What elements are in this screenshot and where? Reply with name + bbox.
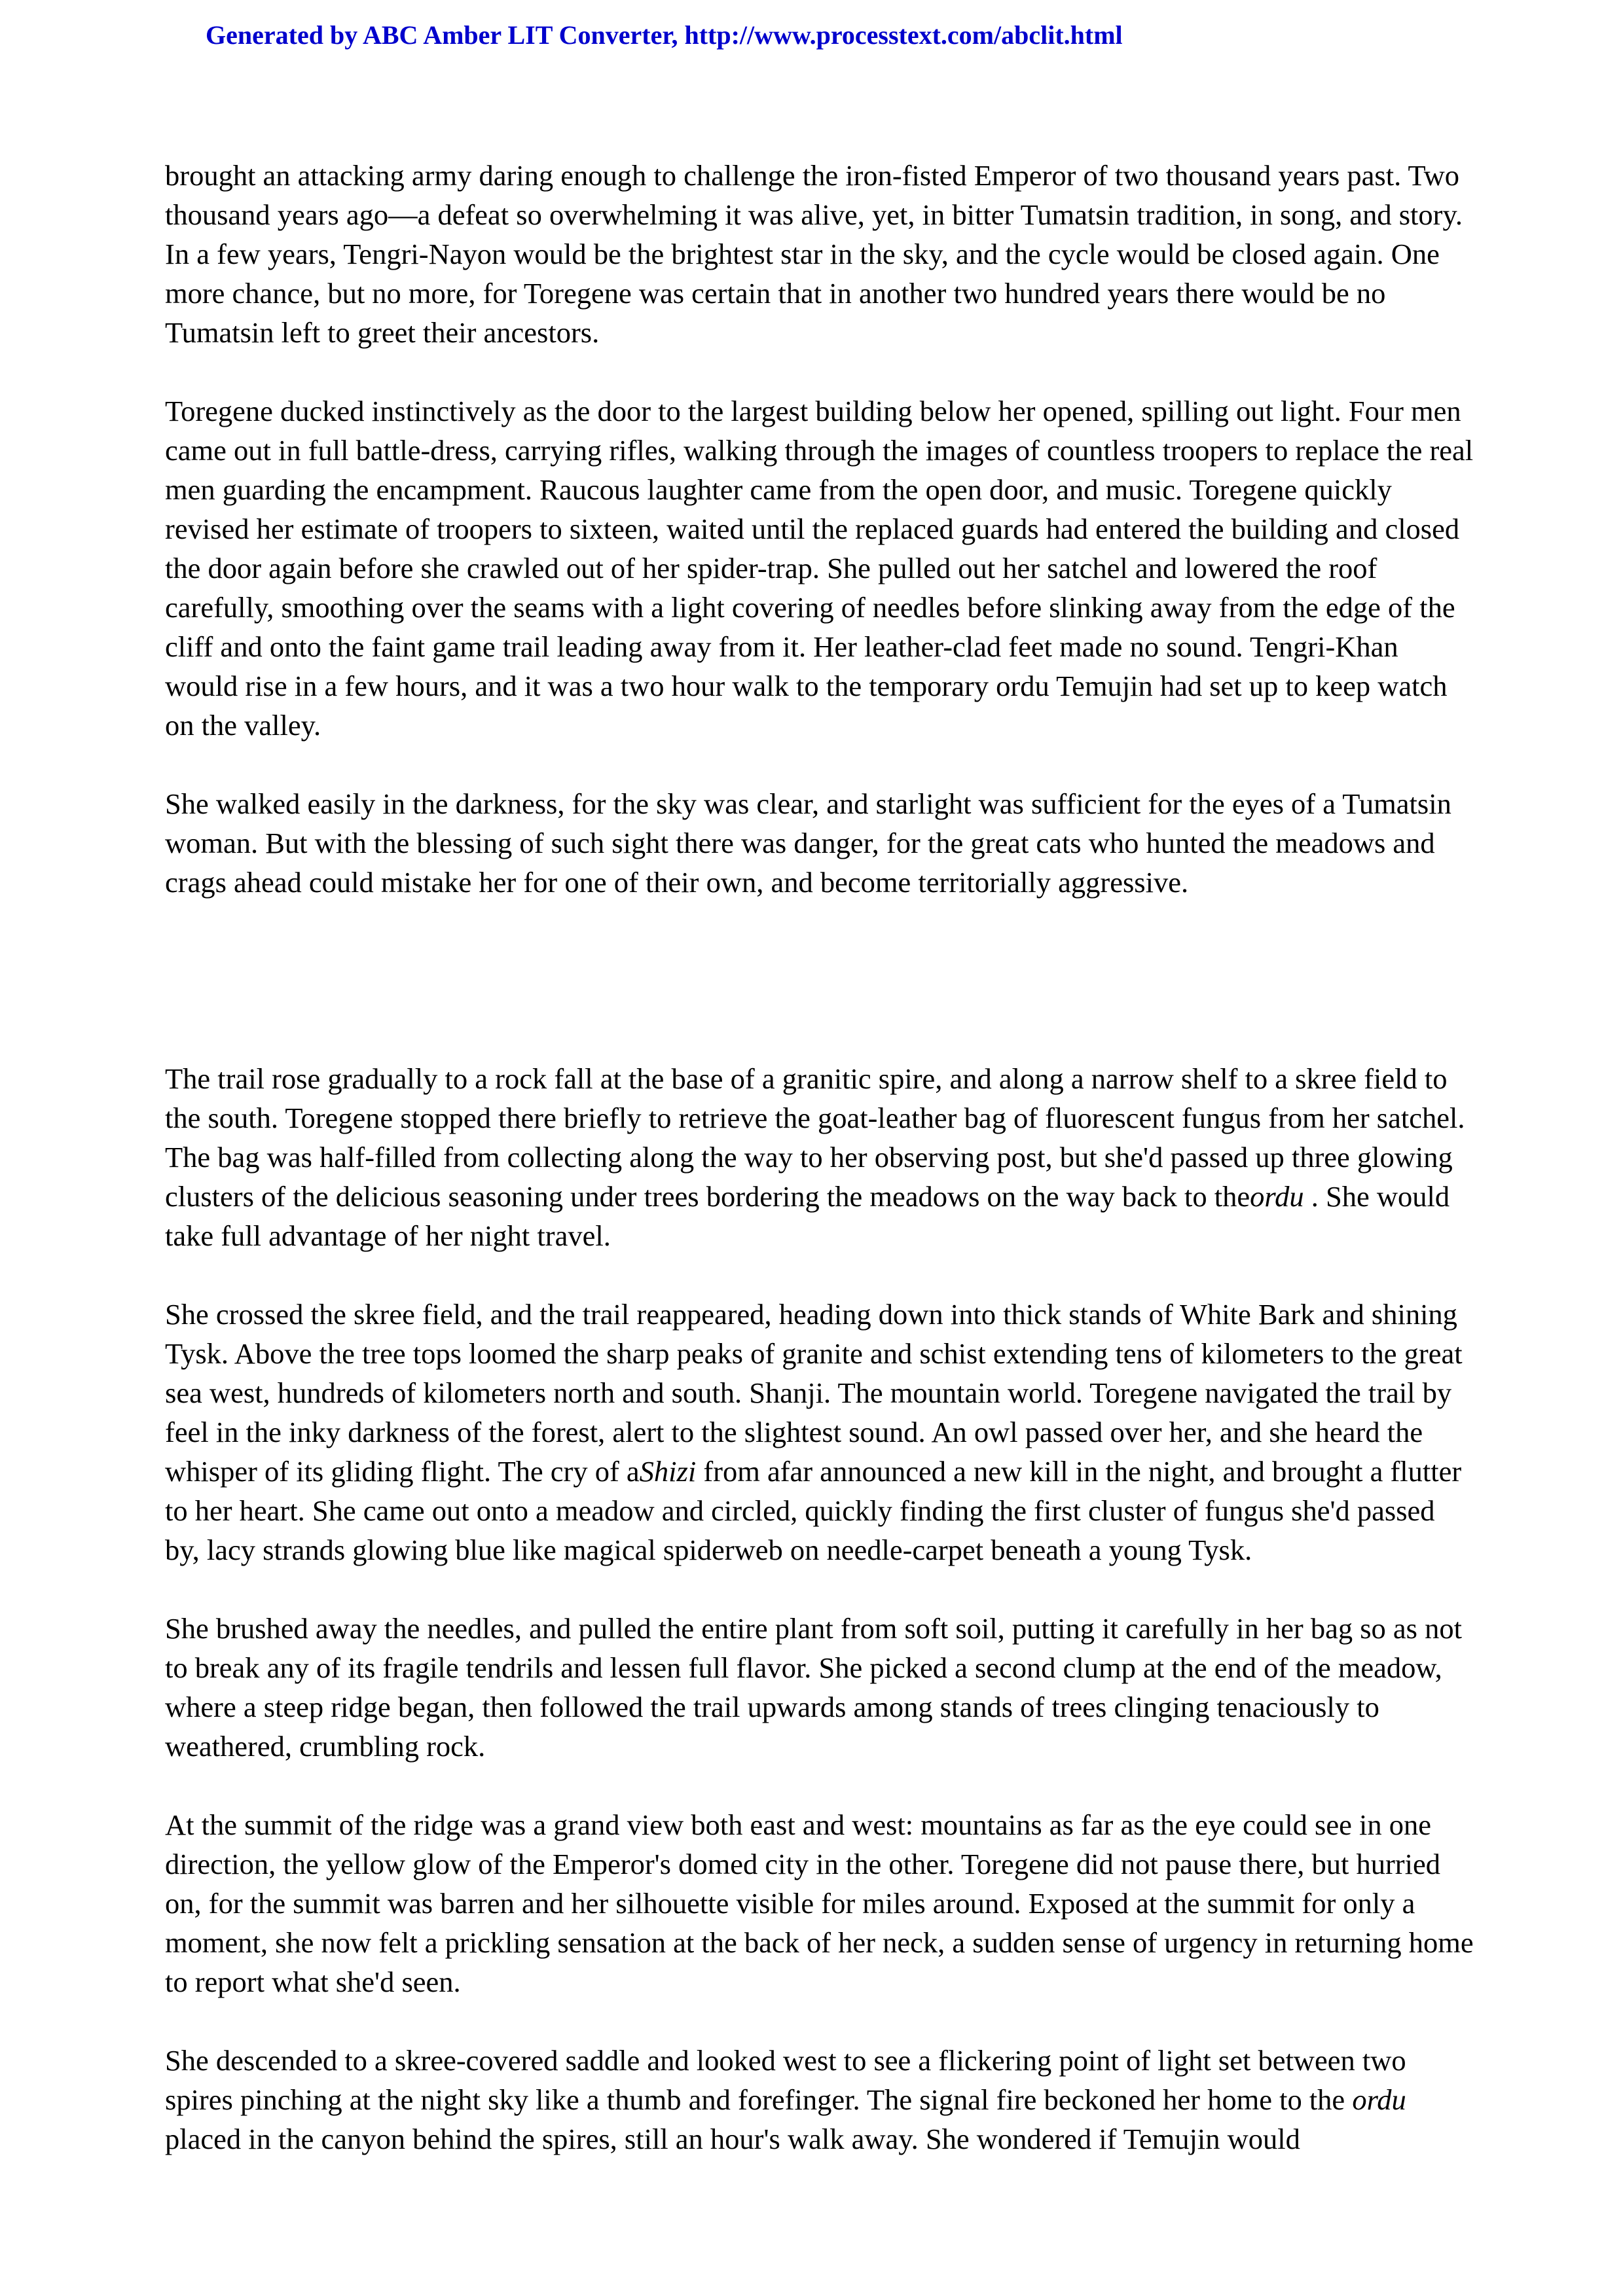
- page-body: [165, 156, 1474, 2159]
- paragraph-1: [165, 156, 1474, 352]
- paragraph-text: from afar announced a new kill in the night, and brought a flutter to her heart. She came out onto a meadow and circled, quickly finding the first cluster of fungus she'd passed by, lacy strands glowing blue like magical spiderweb on needle-carpet beneath a young Tysk.: [165, 1455, 1462, 1566]
- paragraph-text: placed in the canyon behind the spires, still an hour's walk away. She wondered if Temujin would: [165, 2123, 1300, 2155]
- italic-term-ordu: ordu: [1250, 1180, 1304, 1213]
- paragraph-text: . She would take full advantage of her night travel.: [165, 1180, 1450, 1252]
- paragraph-6: [165, 1609, 1474, 1766]
- paragraph-text: She brushed away the needles, and pulled the entire plant from soft soil, putting it carefully in her bag so as not to break any of its fragile tendrils and lessen full flavor. She picked a second clump at the end of the meadow, where a steep ridge began, then followed the trail upwards among stands of trees clinging tenaciously to weathered, crumbling rock.: [165, 1612, 1462, 1763]
- paragraph-2: [165, 391, 1474, 745]
- italic-term-shizi: Shizi: [639, 1455, 697, 1488]
- paragraph-text: At the summit of the ridge was a grand view both east and west: mountains as far as the eye could see in one direction, the yellow glow of the Emperor's domed city in the other. Toregene did not pause there, but hurried on, for the summit was barren and her silhouette visible for miles around. Exposed at the summit for only a moment, she now felt a prickling sensation at the back of her neck, a sudden sense of urgency in returning home to report what she'd seen.: [165, 1808, 1474, 1998]
- paragraph-text: brought an attacking army daring enough to challenge the iron-fisted Emperor of two thousand years past. Two thousand years ago—a defeat so overwhelming it was alive, yet, in bitter Tumatsin tradition, in song, and story. In a few years, Tengri-Nayon would be the brightest star in the sky, and the cycle would be closed again. One more chance, but no more, for Toregene was certain that in another two hundred years there would be no Tumatsin left to greet their ancestors.: [165, 159, 1463, 349]
- paragraph-text: She walked easily in the darkness, for the sky was clear, and starlight was sufficient for the eyes of a Tumatsin woman. But with the blessing of such sight there was danger, for the great cats who hunted the meadows and crags ahead could mistake her for one of their own, and become territorially aggressive.: [165, 787, 1451, 899]
- paragraph-text: The trail rose gradually to a rock fall at the base of a granitic spire, and along a narrow shelf to a skree field to the south. Toregene stopped there briefly to retrieve the goat-leather bag of fluorescent fungus from her satchel. The bag was half-filled from collecting along the way to her observing post, but she'd passed up three glowing clusters of the delicious seasoning under trees bordering the meadows on the way back to the: [165, 1062, 1465, 1213]
- paragraph-5: [165, 1295, 1474, 1570]
- paragraph-4: [165, 1059, 1474, 1255]
- paragraph-7: [165, 1805, 1474, 2001]
- paragraph-text: Toregene ducked instinctively as the door to the largest building below her opened, spilling out light. Four men came out in full battle-dress, carrying rifles, walking through the images of countless troopers to replace the real men guarding the encampment. Raucous laughter came from the open door, and music. Toregene quickly revised her estimate of troopers to sixteen, waited until the replaced guards had entered the building and closed the door again before she crawled out of her spider-trap. She pulled out her satchel and lowered the roof carefully, smoothing over the seams with a light covering of needles before slinking away from the edge of the cliff and onto the faint game trail leading away from it. Her leather-clad feet made no sound. Tengri-Khan would rise in a few hours, and it was a two hour walk to the temporary ordu Temujin had set up to keep watch on the valley.: [165, 395, 1474, 742]
- converter-header-link[interactable]: Generated by ABC Amber LIT Converter, http://www.processtext.com/abclit.html: [206, 20, 1123, 50]
- paragraph-3: [165, 784, 1474, 902]
- paragraph-8: [165, 2041, 1474, 2159]
- paragraph-text: She crossed the skree field, and the trail reappeared, heading down into thick stands of White Bark and shining Tysk. Above the tree tops loomed the sharp peaks of granite and schist extending tens of kilometers to the great sea west, hundreds of kilometers north and south. Shanji. The mountain world. Toregene navigated the trail by feel in the inky darkness of the forest, alert to the slightest sound. An owl passed over her, and she heard the whisper of its gliding flight. The cry of a: [165, 1298, 1463, 1488]
- paragraph-text: She descended to a skree-covered saddle and looked west to see a flickering point of light set between two spires pinching at the night sky like a thumb and forefinger. The signal fire beckoned her home to the: [165, 2044, 1406, 2116]
- italic-term-ordu: ordu: [1352, 2083, 1406, 2116]
